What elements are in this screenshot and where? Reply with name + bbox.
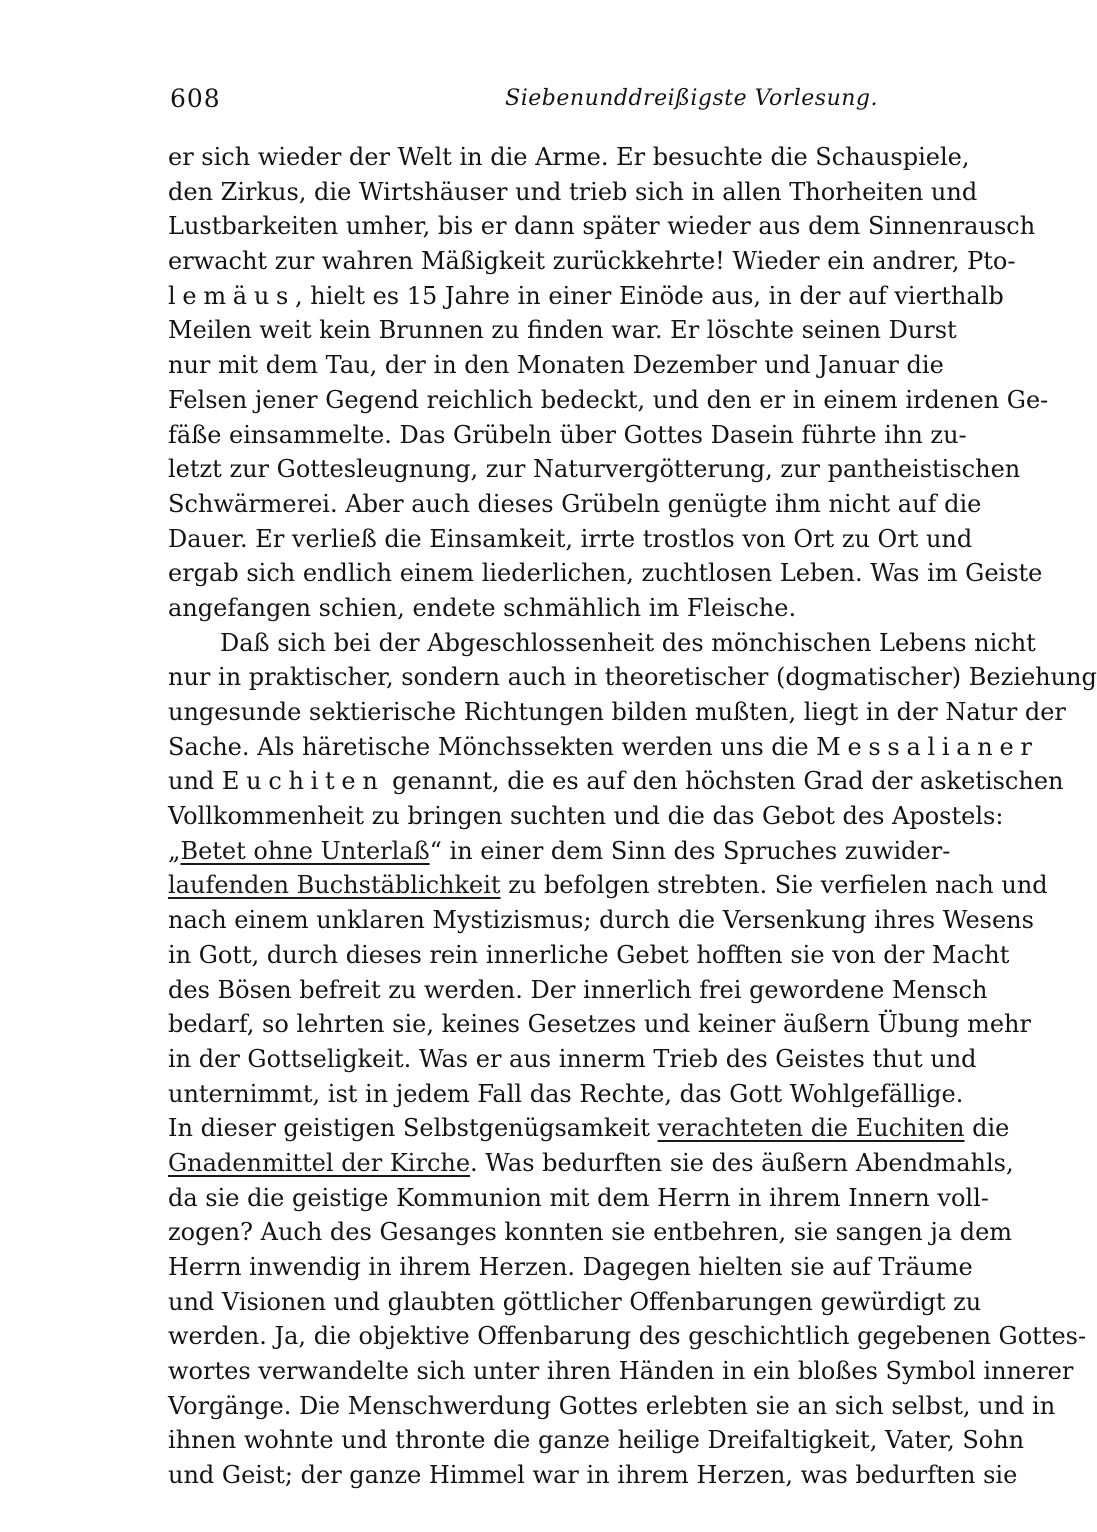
text-line: wortes verwandelte sich unter ihren Händen in ein bloßes Symbol innerer (168, 1357, 1074, 1386)
text-segment: . Was bedurften sie des äußern Abendmahls, (470, 1148, 1014, 1177)
text-line: Felsen jener Gegend reichlich bedeckt, und den er in einem irdenen Ge- (168, 385, 1049, 414)
text-segment: zu befolgen strebten. Sie verfielen nach und (500, 871, 1048, 900)
emphasized-name: Messalianer (816, 732, 1039, 761)
underlined-phrase: Betet ohne Unterlaß (180, 836, 430, 865)
text-line: Lustbarkeiten umher, bis er dann später wieder aus dem Sinnenrausch (168, 212, 1036, 241)
text-line: er sich wieder der Welt in die Arme. Er besuchte die Schauspiele, (168, 143, 970, 171)
text-segment: , hielt es 15 Jahre in einer Einöde aus, in der auf vierthalb (295, 281, 1004, 310)
text-line: erwacht zur wahren Mäßigkeit zurückkehrte! Wieder ein andrer, Pto- (168, 247, 1016, 276)
text-line: Schwärmerei. Aber auch dieses Grübeln genügte ihm nicht auf die (168, 489, 982, 518)
text-line: in der Gottseligkeit. Was er aus innerm Trieb des Geistes thut und (168, 1044, 977, 1073)
text-line: zogen? Auch des Gesanges konnten sie entbehren, sie sangen ja dem (168, 1218, 1013, 1247)
text-line: in Gott, durch dieses rein innerliche Gebet hofften sie von der Macht (168, 940, 1010, 969)
text-line: fäße einsammelte. Das Grübeln über Gottes Dasein führte ihn zu- (168, 420, 967, 449)
page-number: 608 (170, 84, 221, 113)
text-line: und Visionen und glaubten göttlicher Offenbarungen gewürdigt zu (168, 1287, 982, 1316)
text-line: und Geist; der ganze Himmel war in ihrem Herzen, was bedurften sie (168, 1461, 1018, 1490)
emphasized-name: lemäus (168, 281, 296, 310)
text-line: ihnen wohnte und thronte die ganze heilige Dreifaltigkeit, Vater, Sohn (168, 1426, 1025, 1455)
text-line (168, 1146, 1014, 1181)
text-line (168, 279, 1004, 314)
emphasized-name: Euchiten (221, 767, 385, 796)
text-line: Herrn inwendig in ihrem Herzen. Dagegen hielten sie auf Träume (168, 1253, 973, 1281)
text-line: unternimmt, ist in jedem Fall das Rechte, das Gott Wohlgefällige. (168, 1079, 964, 1108)
text-line: ungesunde sektierische Richtungen bilden mußten, liegt in der Natur der (168, 698, 1066, 726)
text-line: Vorgänge. Die Menschwerdung Gottes erlebten sie an sich selbst, und in (168, 1391, 1056, 1420)
text-line (168, 1111, 1010, 1146)
underlined-phrase: Gnadenmittel der Kirche (168, 1148, 471, 1177)
text-segment: genannt, die es auf den höchsten Grad der asketischen (384, 767, 1064, 796)
text-line: letzt zur Gottesleugnung, zur Naturvergötterung, zur pantheistischen (168, 455, 1021, 484)
text-line: da sie die geistige Kommunion mit dem Herrn in ihrem Innern voll- (168, 1183, 989, 1212)
page-header (170, 84, 894, 118)
text-segment: die (964, 1114, 1010, 1143)
text-line: werden. Ja, die objektive Offenbarung des geschichtlich gegebenen Gottes- (168, 1322, 1087, 1351)
text-segment: Sache. Als häretische Mönchssekten werden uns die (168, 732, 817, 761)
text-line: nur mit dem Tau, der in den Monaten Dezember und Januar die (168, 351, 944, 380)
text-segment: „ (168, 836, 181, 865)
text-line: angefangen schien, endete schmählich im Fleische. (168, 593, 797, 622)
text-line (168, 834, 951, 869)
running-head: Siebenunddreißigste Vorlesung. (505, 86, 878, 111)
text-line (168, 868, 1048, 903)
text-segment: “ in einer dem Sinn des Spruches zuwider- (429, 836, 951, 865)
text-line (168, 764, 1064, 799)
body-text (168, 140, 1097, 1493)
text-line: den Zirkus, die Wirtshäuser und trieb sich in allen Thorheiten und (168, 177, 978, 206)
text-line: bedarf, so lehrten sie, keines Gesetzes und keiner äußern Übung mehr (168, 1010, 1031, 1039)
text-line: Meilen weit kein Brunnen zu finden war. Er löschte seinen Durst (168, 316, 957, 345)
text-segment: und (168, 767, 222, 796)
text-line: nur in praktischer, sondern auch in theoretischer (dogmatischer) Beziehung (168, 663, 1097, 692)
text-line: Dauer. Er verließ die Einsamkeit, irrte trostlos von Ort zu Ort und (168, 524, 973, 553)
text-line: des Bösen befreit zu werden. Der innerlich frei gewordene Mensch (168, 975, 988, 1004)
text-line: Vollkommenheit zu bringen suchten und die das Gebot des Apostels: (168, 802, 1004, 831)
text-line: nach einem unklaren Mystizismus; durch die Versenkung ihres Wesens (168, 906, 1034, 935)
text-segment: In dieser geistigen Selbstgenügsamkeit (168, 1114, 658, 1143)
underlined-phrase: laufenden Buchstäblichkeit (168, 871, 501, 900)
text-line: ergab sich endlich einem liederlichen, zuchtlosen Leben. Was im Geiste (168, 559, 1043, 588)
text-line (168, 730, 1039, 765)
text-line: Daß sich bei der Abgeschlossenheit des mönchischen Lebens nicht (220, 628, 1036, 657)
underlined-phrase: verachteten die Euchiten (657, 1114, 965, 1143)
